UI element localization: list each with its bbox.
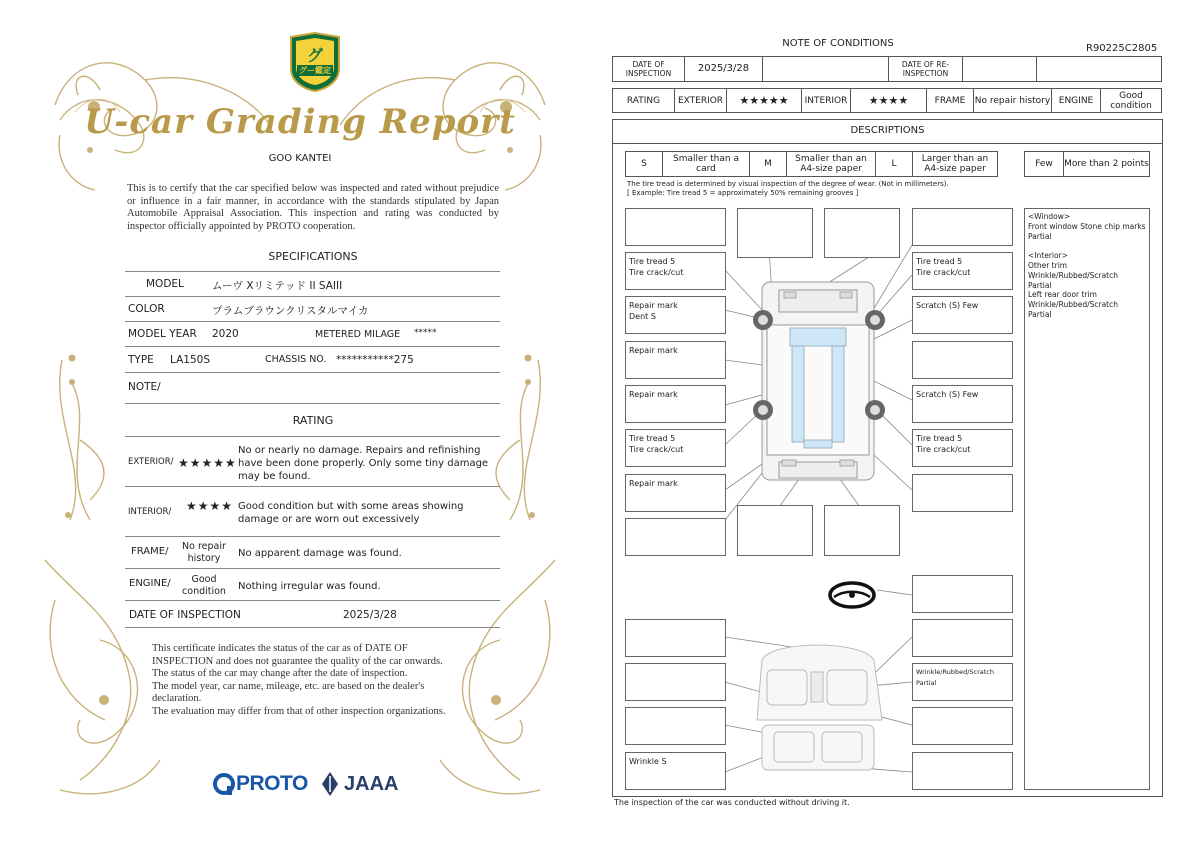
model-year-value: 2020 (212, 328, 239, 340)
jaaa-logo-text: JAAA (344, 772, 399, 795)
date-of-inspection-value: 2025/3/28 (684, 56, 763, 82)
note-box-left-repair-3: Repair mark (625, 474, 726, 512)
divider (613, 143, 1162, 144)
rating-label: RATING (612, 88, 675, 113)
note-box-right-scratch-2: Scratch (S) Few (912, 385, 1013, 423)
metered-mileage-label: METERED MILAGE (315, 329, 401, 340)
reinspection-date-cell (962, 56, 1037, 82)
sheet-footer: The inspection of the car was conducted without driving it. (614, 798, 850, 807)
disclaimer (152, 643, 482, 719)
frame-value: No repair history (973, 88, 1052, 113)
legend-l-desc: Larger than an A4-size paper (912, 151, 998, 177)
badge-text: グー鑑定 (299, 66, 331, 75)
legend-s-desc: Smaller than a card (662, 151, 750, 177)
frame-value: No repair history (182, 541, 226, 564)
note-box-empty (912, 575, 1013, 613)
disclaimer-line: declaration. (152, 693, 202, 705)
engine-value: Good condition (182, 574, 226, 597)
note-box-empty (625, 663, 726, 701)
chassis-value: ***********275 (336, 354, 414, 366)
tire-note (627, 180, 949, 198)
divider (125, 627, 500, 628)
specifications-heading: SPECIFICATIONS (268, 250, 358, 263)
note-box-empty (737, 208, 813, 258)
reference-number: R90225C2805 (1086, 43, 1158, 54)
note-box-empty (625, 619, 726, 657)
note-box-empty (912, 707, 1013, 745)
date-of-inspection-label: DATE OF INSPECTION (129, 609, 241, 621)
note-box-empty (625, 518, 726, 556)
divider (125, 568, 500, 569)
interior-stars: ★★★★ (186, 499, 234, 513)
note-box-empty (625, 208, 726, 246)
divider (125, 436, 500, 437)
legend-m-desc: Smaller than an A4-size paper (786, 151, 876, 177)
certify-statement: This is to certify that the car specified below was inspected and rated without prejudice or influence in a fair manner, in accordance with the standards stipulated by Japan Automobile Appraisal Association. This inspection and rating was conducted by inspector officially appointed by PROTO cooperation. (127, 183, 499, 232)
exterior-stars: ★★★★★ (726, 88, 802, 113)
disclaimer-line: The model year, car name, mileage, etc. are based on the dealer's (152, 680, 425, 692)
goo-kantei-badge (287, 31, 343, 93)
divider (125, 296, 500, 297)
rating-heading: RATING (292, 414, 334, 427)
note-box-empty (824, 505, 900, 556)
type-label: TYPE (128, 354, 154, 366)
divider (125, 321, 500, 322)
note-box-left-front-tire: Tire tread 5 Tire crack/cut (625, 252, 726, 290)
proto-logo-text: PROTO (236, 772, 308, 795)
note-box-empty (824, 208, 900, 258)
side-notes-panel: <Window> Front window Stone chip marks Partial <Interior> Other trim Wrinkle/Rubbed/Scratch Partial Left rear door trim Wrinkle/Rubbed/Scratch Partial (1024, 208, 1150, 790)
date-of-inspection-label: DATE OF INSPECTION (612, 56, 685, 82)
certificate-title: U-car Grading Report (84, 102, 516, 142)
divider (125, 346, 500, 347)
disclaimer-line: The status of the car may change after the date of inspection. (152, 668, 408, 680)
note-box-empty (625, 707, 726, 745)
date-of-inspection-value: 2025/3/28 (343, 609, 397, 621)
proto-logo (212, 770, 308, 798)
disclaimer-line: This certificate indicates the status of the car as of DATE OF (152, 643, 408, 654)
note-box-interior-wrinkle: Wrinkle/Rubbed/Scratch Partial (912, 663, 1013, 701)
note-box-right-front-tire: Tire tread 5 Tire crack/cut (912, 252, 1013, 290)
note-box-right-rear-tire: Tire tread 5 Tire crack/cut (912, 429, 1013, 467)
badge-shield-icon (287, 31, 343, 93)
engine-value: Good condition (1100, 88, 1162, 113)
note-box-empty (912, 752, 1013, 790)
tire-note-line: The tire tread is determined by visual inspection of the degree of wear. (Not in millimeters). (627, 180, 949, 188)
date-blank-cell (762, 56, 889, 82)
engine-label: ENGINE/ (129, 578, 171, 589)
engine-label: ENGINE (1051, 88, 1101, 113)
note-box-left-repair-1: Repair mark (625, 341, 726, 379)
frame-label: FRAME/ (131, 546, 169, 557)
note-box-empty (912, 208, 1013, 246)
svg-text:グ: グ (306, 46, 324, 65)
note-box-left-rear-tire: Tire tread 5 Tire crack/cut (625, 429, 726, 467)
date-of-reinspection-label: DATE OF RE-INSPECTION (888, 56, 963, 82)
legend-m: M (749, 151, 787, 177)
exterior-label: EXTERIOR (674, 88, 727, 113)
legend-s: S (625, 151, 663, 177)
exterior-description: No or nearly no damage. Repairs and refinishing have been done properly. Only some tiny damage may be found. (238, 445, 489, 482)
note-box-left-repair-2: Repair mark (625, 385, 726, 423)
type-value: LA150S (170, 354, 210, 366)
legend-few-desc: More than 2 points (1063, 151, 1150, 177)
legend-few: Few (1024, 151, 1064, 177)
model-year-label: MODEL YEAR (128, 328, 197, 340)
note-box-left-wrinkle: Wrinkle S (625, 752, 726, 790)
divider (125, 486, 500, 487)
divider (125, 403, 500, 404)
divider (125, 372, 500, 373)
note-box-left-repair-dent: Repair mark Dent S (625, 296, 726, 334)
interior-label: INTERIOR/ (128, 507, 172, 517)
note-label: NOTE/ (128, 381, 161, 393)
model-label: MODEL (146, 278, 184, 290)
tire-note-line: [ Example: Tire tread 5 = approximately 50% remaining grooves ] (627, 189, 859, 197)
jaaa-mark-icon (320, 771, 340, 797)
disclaimer-line: The evaluation may differ from that of other inspection organizations. (152, 705, 446, 717)
divider (125, 271, 500, 272)
interior-stars: ★★★★ (850, 88, 927, 113)
engine-description: Nothing irregular was found. (238, 581, 381, 592)
interior-description: Good condition but with some areas showing damage or are worn out excessively (238, 501, 464, 525)
note-box-empty (912, 341, 1013, 379)
descriptions-heading: DESCRIPTIONS (850, 125, 925, 136)
sheet-heading: NOTE OF CONDITIONS (782, 38, 894, 49)
interior-label: INTERIOR (801, 88, 851, 113)
steering-wheel-icon (830, 583, 874, 607)
reinspection-blank-cell (1036, 56, 1162, 82)
proto-mark-icon (212, 772, 236, 796)
interior-diagram (757, 645, 882, 770)
chassis-label: CHASSIS NO. (265, 354, 327, 365)
legend-l: L (875, 151, 913, 177)
color-value: プラムブラウンクリスタルマイカ (212, 305, 369, 317)
certificate-subtitle: GOO KANTEI (268, 153, 332, 164)
color-label: COLOR (128, 303, 165, 315)
exterior-stars: ★★★★★ (178, 456, 237, 470)
note-box-right-scratch-1: Scratch (S) Few (912, 296, 1013, 334)
disclaimer-line: INSPECTION and does not guarantee the quality of the car onwards. (152, 655, 443, 667)
divider (125, 536, 500, 537)
exterior-label: EXTERIOR/ (128, 457, 174, 467)
note-box-empty (737, 505, 813, 556)
divider (125, 600, 500, 601)
jaaa-logo (320, 770, 398, 798)
model-value: ムーヴ Xリミテッド II SAIII (212, 280, 343, 292)
frame-label: FRAME (926, 88, 974, 113)
note-box-empty (912, 474, 1013, 512)
metered-mileage-value: ***** (414, 328, 437, 338)
note-box-empty (912, 619, 1013, 657)
frame-description: No apparent damage was found. (238, 548, 402, 559)
